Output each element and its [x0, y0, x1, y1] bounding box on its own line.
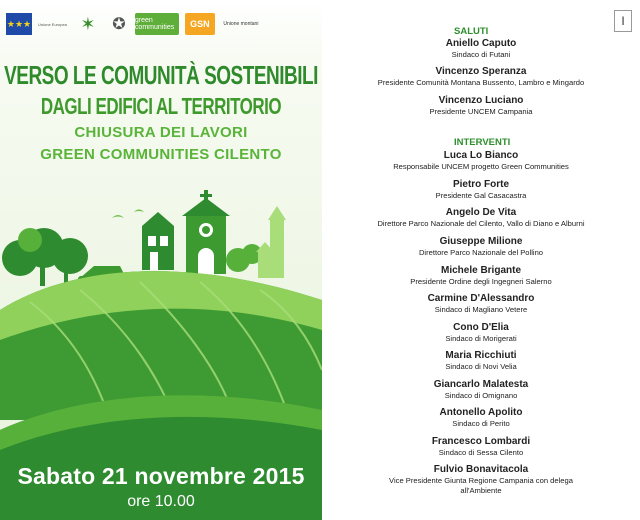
- speaker-role-continued: all'Ambiente: [460, 486, 502, 495]
- speaker-entry: [322, 265, 640, 287]
- event-program: [322, 0, 640, 520]
- speaker-name: Giancarlo Malatesta: [433, 379, 529, 390]
- speaker-name: Vincenzo Luciano: [438, 95, 524, 106]
- speaker-role: Presidente Gal Casacastra: [435, 191, 527, 200]
- event-date: Sabato 21 novembre 2015: [17, 463, 305, 489]
- speaker-entry: [322, 38, 640, 60]
- speaker-name: Pietro Forte: [452, 179, 510, 190]
- speaker-role: Sindaco di Futani: [451, 50, 511, 59]
- speaker-role: Sindaco di Sessa Cilento: [438, 448, 524, 457]
- speaker-entry: [322, 179, 640, 201]
- speaker-entry: [322, 407, 640, 429]
- speaker-entry: [322, 436, 640, 458]
- eu-flag-logo: ★★★: [6, 13, 32, 35]
- interventi-heading: INTERVENTI: [454, 137, 511, 148]
- italian-emblem-icon: ✪: [112, 16, 126, 33]
- church-icon: [182, 190, 230, 274]
- speaker-name: Carmine D'Alessandro: [427, 293, 535, 304]
- speaker-name: Fulvio Bonavitacola: [433, 464, 529, 475]
- eu-caption: Unione Europea: [38, 21, 67, 27]
- speaker-entry: [322, 464, 640, 496]
- speaker-name: Vincenzo Speranza: [435, 66, 527, 77]
- speaker-name: Antonello Apolito: [439, 407, 523, 418]
- speaker-name: Michele Brigante: [440, 265, 522, 276]
- speaker-role: Sindaco di Omignano: [444, 391, 518, 400]
- speaker-entry: [322, 95, 640, 117]
- speaker-role: Responsabile UNCEM progetto Green Communities: [393, 162, 569, 171]
- speaker-name: Maria Ricchiuti: [445, 350, 517, 361]
- poster-subtitle-line2: GREEN COMMUNITIES CILENTO: [40, 146, 282, 163]
- tower-icon: [256, 206, 286, 278]
- speaker-role: Sindaco di Morigerati: [445, 334, 517, 343]
- house-icon: [142, 212, 174, 270]
- speaker-role: Presidente Ordine degli Ingegneri Salerno: [410, 277, 552, 286]
- speaker-name: Aniello Caputo: [445, 38, 517, 49]
- green-village-illustration: [0, 190, 322, 420]
- speaker-role: Vice Presidente Giunta Regione Campania con delega: [389, 476, 573, 485]
- speaker-name: Cono D'Elia: [453, 322, 509, 333]
- speaker-name: Luca Lo Bianco: [443, 150, 519, 161]
- event-time: ore 10.00: [127, 493, 195, 510]
- poster-title-line2: DAGLI EDIFICI AL TERRITORIO: [40, 93, 282, 120]
- speaker-entry: [322, 150, 640, 172]
- sponsor-logo-bar: [0, 8, 322, 40]
- speaker-role: Direttore Parco Nazionale del Pollino: [418, 248, 544, 257]
- speaker-name: Giuseppe Milione: [439, 236, 523, 247]
- star-logo-icon: ✶: [80, 13, 96, 34]
- speaker-role: Presidente UNCEM Campania: [429, 107, 533, 116]
- trees-icon: [2, 228, 88, 287]
- crest-logo-icon: I: [614, 10, 632, 32]
- speaker-role: Sindaco di Novi Velia: [445, 362, 517, 371]
- poster-title-line1: VERSO LE COMUNITÀ SOSTENIBILI: [4, 62, 318, 91]
- speaker-entry: [322, 293, 640, 315]
- green-communities-logo: green communities: [135, 13, 179, 35]
- speaker-entry: [322, 207, 640, 229]
- speaker-entry: [322, 379, 640, 401]
- speaker-role: Sindaco di Perito: [452, 419, 510, 428]
- speaker-role: Presidente Comunità Montana Bussento, Lambro e Mingardo: [377, 78, 585, 87]
- speaker-entry: [322, 236, 640, 258]
- speaker-name: Angelo De Vita: [445, 207, 517, 218]
- poster-subtitle-line1: CHIUSURA DEI LAVORI: [74, 124, 248, 141]
- unione-montani-logo: Unione montani: [223, 21, 259, 27]
- speaker-entry: [322, 66, 640, 88]
- gsn-logo: GSN: [185, 13, 215, 35]
- speaker-role: Sindaco di Magliano Vetere: [434, 305, 528, 314]
- speaker-entry: [322, 322, 640, 344]
- speaker-name: Francesco Lombardi: [431, 436, 531, 447]
- speaker-role: Direttore Parco Nazionale del Cilento, Vallo di Diano e Alburni: [377, 219, 585, 228]
- saluti-heading: SALUTI: [454, 26, 489, 37]
- speaker-entry: [322, 350, 640, 372]
